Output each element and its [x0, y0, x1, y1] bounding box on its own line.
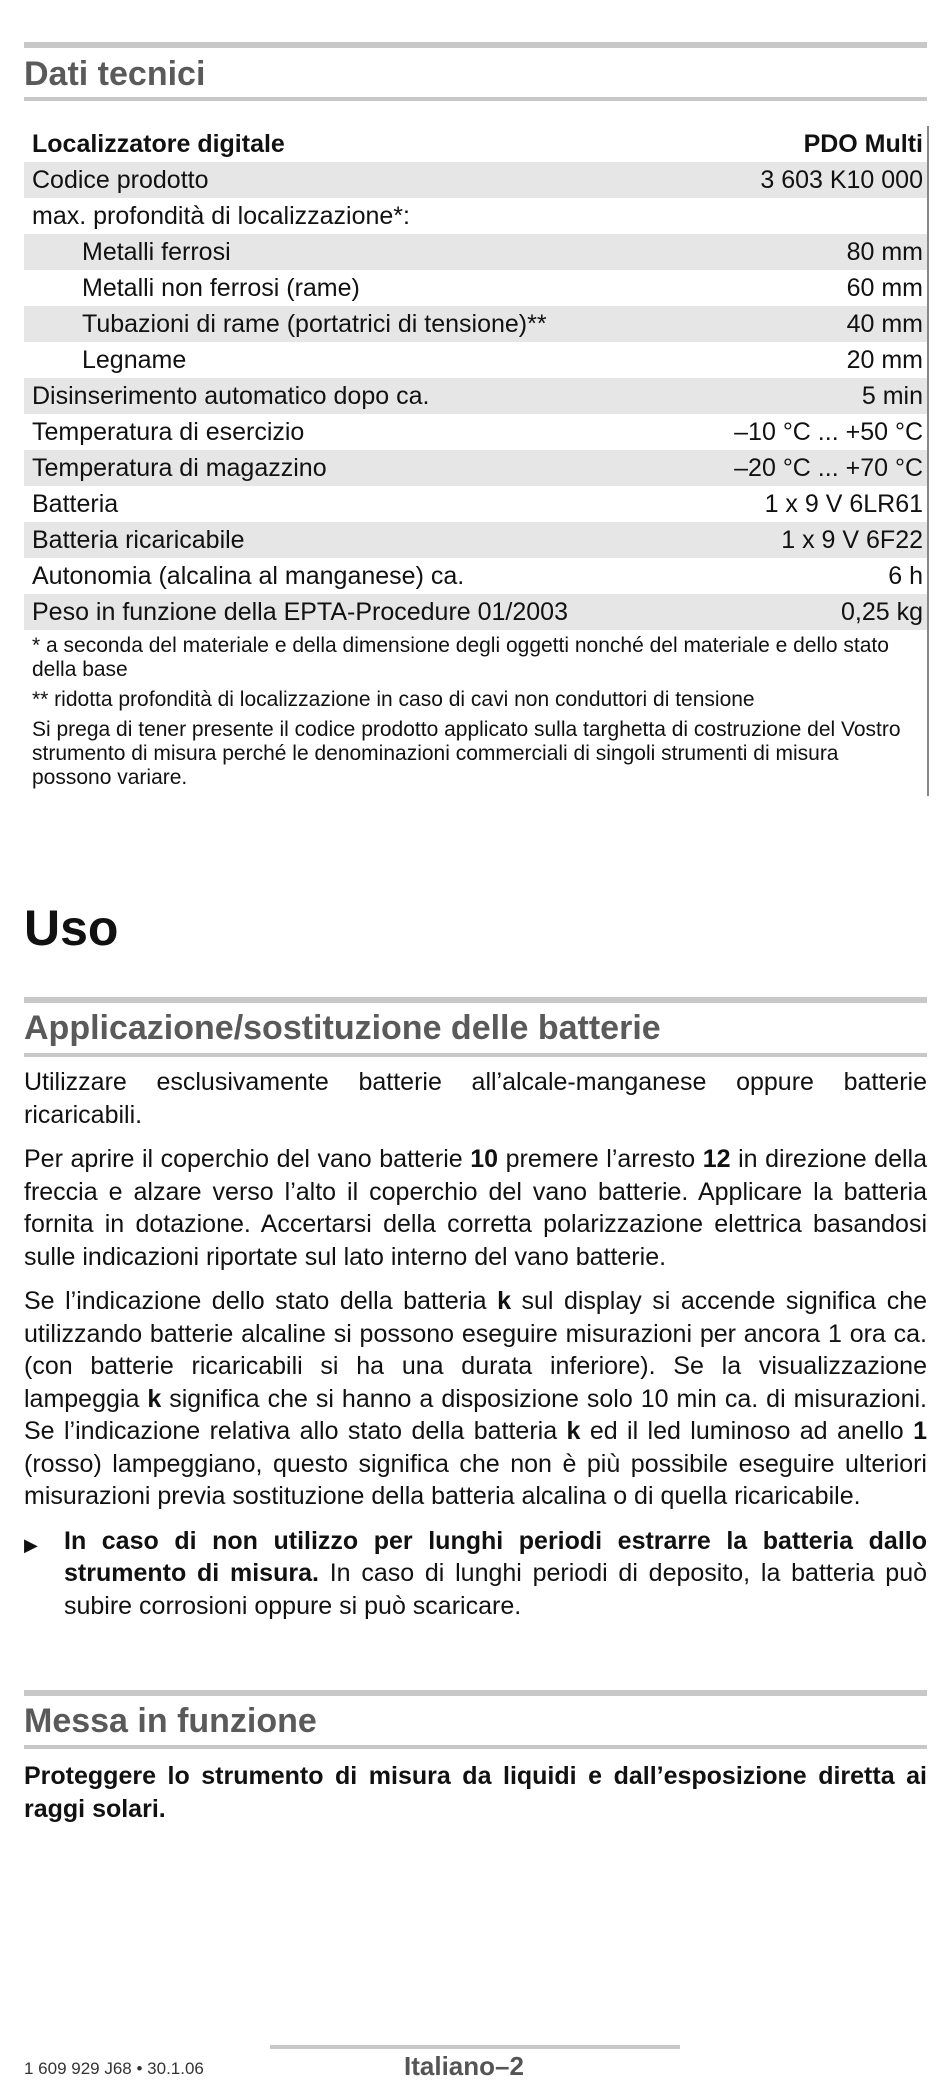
spec-table [24, 126, 929, 796]
text-run: (rosso) lampeggiano, questo significa che non è più possibile eseguire ulteriori misurazioni previa sostituzione della batteria alcalina o di quella ricaricabile. [24, 1449, 927, 1510]
text-run: in direzione della freccia e alzare verso l’alto il coperchio del vano batterie. Applicare la batteria fornita in dotazione. Accertarsi della corretta polarizzazione elettrica basandosi sulle indicazioni riportate sul lato interno del vano batterie. [24, 1145, 927, 1271]
section-rule [24, 1745, 927, 1749]
table-row [24, 198, 927, 234]
footer-page-number: Italiano–2 [404, 2051, 524, 2081]
spec-label: Tubazioni di rame (portatrici di tensione)** [82, 309, 547, 338]
spec-value: 1 x 9 V 6LR61 [764, 489, 923, 518]
text-run: premere l’arresto [498, 1145, 703, 1173]
spec-label: Localizzatore digitale [32, 129, 285, 158]
table-row [24, 450, 927, 486]
spec-value: 1 x 9 V 6F22 [781, 525, 923, 554]
section-title-dati-tecnici: Dati tecnici [24, 55, 206, 93]
spec-value: 0,25 kg [840, 597, 923, 626]
text-run: significa che si hanno a disposizione solo 10 min ca. di misurazioni. Se l’indicazione relativa allo stato della batteria [24, 1384, 927, 1445]
spec-label: Metalli ferrosi [82, 237, 231, 266]
table-row [24, 558, 927, 594]
reference-number: 1 [913, 1417, 928, 1445]
reference-letter: k [566, 1417, 581, 1445]
bullet-arrow-icon: ▶ [24, 1534, 38, 1555]
spec-label: Autonomia (alcalina al manganese) ca. [32, 561, 465, 590]
section-rule [24, 1690, 927, 1696]
spec-value: 20 mm [846, 345, 923, 374]
footnote: ** ridotta profondità di localizzazione in caso di cavi non conduttori di tensione [32, 688, 755, 711]
reference-letter: k [497, 1287, 511, 1315]
warning-bold: In caso di non utilizzo per lunghi periodi estrarre la batteria dallo strumento di misura. [64, 1526, 927, 1587]
spec-value: 40 mm [846, 309, 923, 338]
footnote: Si prega di tener presente il codice prodotto applicato sulla targhetta di costruzione del Vostro strumento di misura perché le denominazioni commerciali di singoli strumenti di misura possono variare. [32, 718, 901, 789]
section-rule [24, 1053, 927, 1057]
table-row [24, 306, 927, 342]
reference-letter: k [147, 1384, 162, 1413]
spec-label: Metalli non ferrosi (rame) [82, 273, 360, 302]
table-row [24, 486, 927, 522]
warning-item [24, 1525, 927, 1623]
spec-value: –10 °C ... +50 °C [734, 417, 923, 446]
spec-label: Legname [82, 345, 187, 374]
spec-label: Batteria ricaricabile [32, 525, 245, 554]
footer-doc-code: 1 609 929 J68 • 30.1.06 [24, 2059, 204, 2078]
safety-note: Proteggere lo strumento di misura da liquidi e dall’esposizione diretta ai raggi solari. [24, 1762, 927, 1823]
reference-number: 12 [702, 1145, 731, 1173]
table-row [24, 414, 927, 450]
section-rule [24, 42, 927, 48]
table-row [24, 594, 927, 630]
text-run: Per aprire il coperchio del vano batterie [24, 1145, 471, 1173]
table-row [24, 378, 927, 414]
footnote: * a seconda del materiale e della dimensione degli oggetti nonché del materiale e dello stato della base [32, 634, 889, 681]
spec-value: 5 min [861, 381, 923, 410]
spec-label: Temperatura di esercizio [32, 417, 305, 446]
paragraph: Utilizzare esclusivamente batterie all’alcale-manganese oppure batterie ricaricabili. [24, 1068, 927, 1129]
spec-value: –20 °C ... +70 °C [734, 453, 923, 482]
section-title-messa-in-funzione: Messa in funzione [24, 1702, 317, 1740]
paragraph [24, 1285, 927, 1513]
spec-value: 6 h [888, 561, 923, 590]
paragraph [24, 1143, 927, 1273]
spec-label: Temperatura di magazzino [32, 453, 327, 482]
text-run: Se l’indicazione dello stato della batteria [24, 1287, 498, 1315]
chapter-title-uso: Uso [24, 900, 119, 956]
warning-text [64, 1525, 927, 1623]
section-rule [24, 997, 927, 1003]
table-footnotes [24, 630, 927, 790]
table-header-row [24, 126, 927, 162]
table-row [24, 270, 927, 306]
table-row [24, 522, 927, 558]
spec-value: 3 603 K10 000 [760, 165, 923, 194]
batteries-section-body [24, 1066, 927, 1622]
spec-label: Disinserimento automatico dopo ca. [32, 381, 430, 410]
section-title-batterie: Applicazione/sostituzione delle batterie [24, 1009, 661, 1047]
spec-value: 60 mm [846, 273, 923, 302]
spec-label: Batteria [32, 489, 119, 518]
table-row [24, 162, 927, 198]
text-run: In caso di lunghi periodi di deposito, la batteria può subire corrosioni oppure si può scaricare. [64, 1559, 928, 1620]
text-run: ed il led luminoso ad anello [580, 1417, 914, 1445]
section-rule [24, 97, 927, 101]
table-row [24, 234, 927, 270]
reference-number: 10 [470, 1145, 499, 1173]
spec-label: Peso in funzione della EPTA-Procedure 01/2003 [32, 597, 568, 626]
footer-rule [270, 2045, 680, 2049]
spec-label: max. profondità di localizzazione*: [32, 201, 410, 230]
table-row [24, 342, 927, 378]
spec-label: Codice prodotto [32, 165, 209, 194]
text-run: sul display si accende significa che utilizzando batterie alcaline si possono eseguire misurazioni per ancora 1 ora ca. (con batterie ricaricabili si ha una durata inferiore). Se la visualizzazione lampeggia [24, 1287, 927, 1413]
spec-value: PDO Multi [803, 129, 923, 158]
spec-value: 80 mm [846, 237, 923, 266]
